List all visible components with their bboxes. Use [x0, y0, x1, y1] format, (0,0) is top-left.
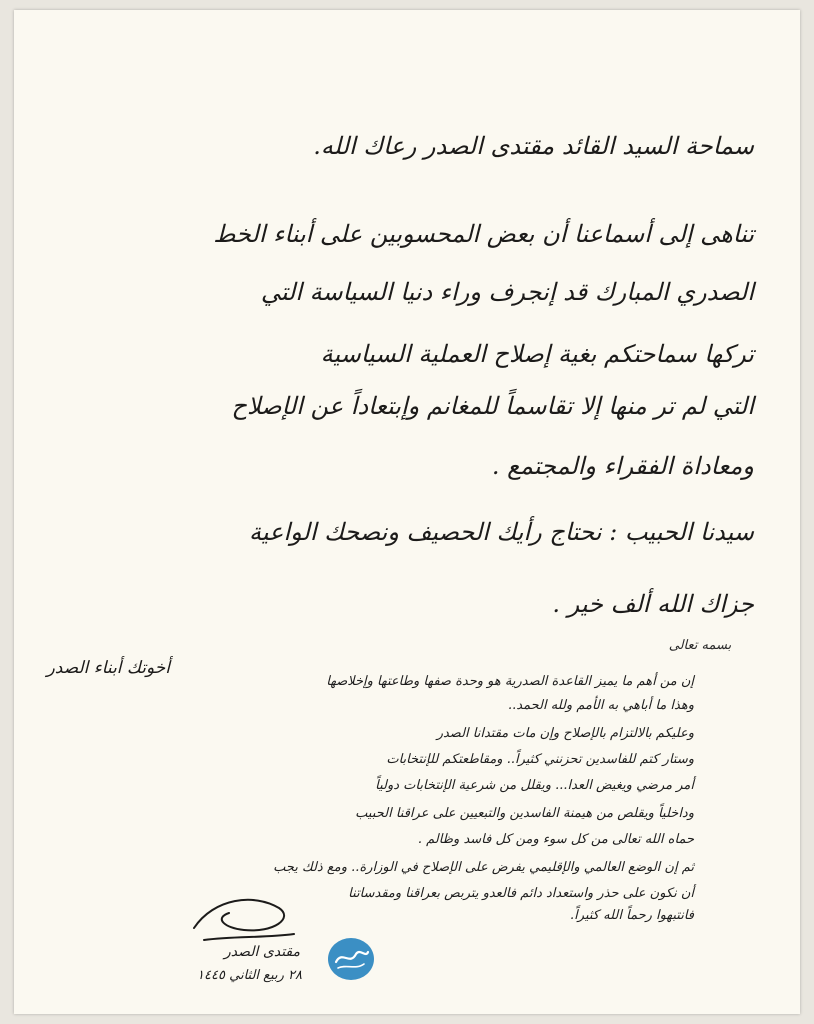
- reply-line: فانتبهوا رحماً الله كثيراً.: [570, 908, 694, 923]
- letter-line: التي لم تر منها إلا تقاسماً للمغانم وإبتعاداً عن الإصلاح: [231, 392, 754, 420]
- reply-line: وعليكم بالالتزام بالإصلاح وإن مات مقتدانا الصدر: [436, 726, 694, 741]
- letter-date: ٢٨ ربيع الثاني ١٤٤٥: [197, 968, 302, 983]
- reply-line: ثم إن الوضع العالمي والإقليمي يفرض على الإصلاح في الوزارة.. ومع ذلك يجب: [273, 860, 694, 875]
- reply-line: حماه الله تعالى من كل سوء ومن كل فاسد وظالم .: [417, 832, 694, 847]
- signature-icon: [184, 888, 304, 948]
- letter-line: جزاك الله ألف خير .: [552, 590, 754, 618]
- reply-line: أمر مرضي ويغيض العدا... ويقلل من شرعية الإنتخابات دولياً: [375, 778, 694, 793]
- reply-basmala: بسمه تعالى: [668, 638, 732, 653]
- letter-sender: أخوتك أبناء الصدر: [46, 658, 170, 678]
- signature-name: مقتدى الصدر: [224, 944, 300, 960]
- reply-line: وستار كتم للفاسدين تحزنني كثيراً.. ومقاطعتكم للإنتخابات: [386, 752, 694, 767]
- reply-line: وهذا ما أباهي به الأمم ولله الحمد..: [508, 698, 694, 713]
- letter-greeting: سماحة السيد القائد مقتدى الصدر رعاك الله.: [313, 132, 754, 160]
- letter-line: ومعاداة الفقراء والمجتمع .: [491, 452, 754, 480]
- reply-line: أن نكون على حذر واستعداد دائم فالعدو يتربص بعراقنا ومقدساتنا: [348, 886, 694, 901]
- reply-line: إن من أهم ما يميز القاعدة الصدرية هو وحدة صفها وطاعتها وإخلاصها: [326, 674, 694, 689]
- letter-line: تركها سماحتكم بغية إصلاح العملية السياسية: [320, 340, 754, 368]
- letter-paper: [14, 10, 800, 1014]
- letter-line: سيدنا الحبيب : نحتاج رأيك الحصيف ونصحك الواعية: [249, 518, 754, 546]
- seal-icon: [326, 936, 376, 982]
- reply-line: وداخلياً ويقلص من هيمنة الفاسدين والتبعيين على عراقنا الحبيب: [355, 806, 694, 821]
- letter-line: الصدري المبارك قد إنجرف وراء دنيا السياسة التي: [260, 278, 754, 306]
- letter-line: تناهى إلى أسماعنا أن بعض المحسوبين على أبناء الخط: [213, 220, 754, 248]
